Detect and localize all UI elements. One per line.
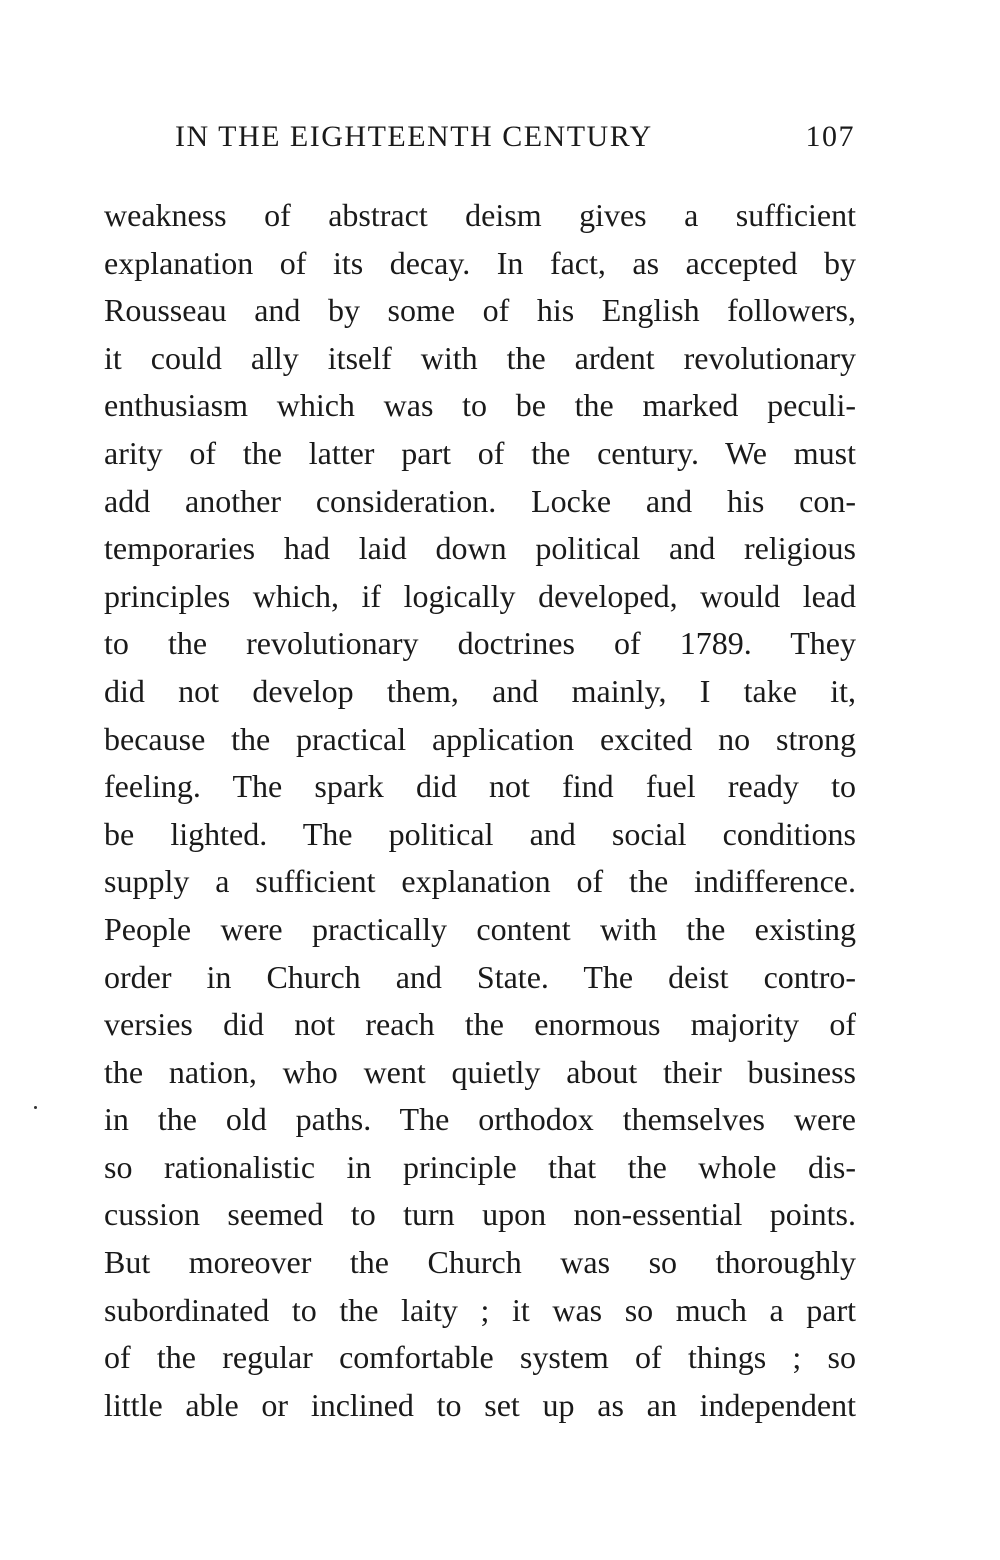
- text-line: because the practical application excited no strong: [104, 720, 856, 757]
- text-line: versies did not reach the enormous majority of: [104, 1006, 856, 1043]
- running-title: IN THE EIGHTEENTH CENTURY: [175, 120, 653, 153]
- text-line: little able or inclined to set up as an independent: [104, 1386, 856, 1423]
- text-line: so rationalistic in principle that the whole dis-: [104, 1148, 856, 1185]
- text-line: of the regular comfortable system of things ; so: [104, 1339, 856, 1376]
- text-line: arity of the latter part of the century. We must: [104, 434, 856, 471]
- text-line: principles which, if logically developed, would lead: [104, 577, 856, 614]
- text-line: add another consideration. Locke and his con-: [104, 482, 856, 519]
- text-line: it could ally itself with the ardent revolutionary: [104, 339, 856, 376]
- text-line: did not develop them, and mainly, I take it,: [104, 672, 856, 709]
- text-line: subordinated to the laity ; it was so much a part: [104, 1291, 856, 1328]
- running-head: [175, 120, 855, 170]
- text-line: be lighted. The political and social conditions: [104, 815, 856, 852]
- text-line: supply a sufficient explanation of the indifference.: [104, 863, 856, 900]
- text-line: order in Church and State. The deist contro-: [104, 958, 856, 995]
- page-number: 107: [805, 120, 855, 153]
- stray-ink-mark: [34, 1106, 37, 1109]
- text-line: feeling. The spark did not find fuel ready to: [104, 768, 856, 805]
- text-line: But moreover the Church was so thoroughly: [104, 1244, 856, 1281]
- text-line: explanation of its decay. In fact, as accepted by: [104, 244, 856, 281]
- text-line: temporaries had laid down political and religious: [104, 530, 856, 567]
- body-text: [104, 192, 856, 1429]
- text-line: to the revolutionary doctrines of 1789. They: [104, 625, 856, 662]
- text-line: the nation, who went quietly about their business: [104, 1053, 856, 1090]
- text-line: weakness of abstract deism gives a sufficient: [104, 197, 856, 233]
- text-line: enthusiasm which was to be the marked peculi-: [104, 387, 856, 424]
- text-line: cussion seemed to turn upon non-essential points.: [104, 1196, 856, 1233]
- text-line: in the old paths. The orthodox themselves were: [104, 1101, 856, 1138]
- text-line: People were practically content with the existing: [104, 910, 856, 947]
- text-line: Rousseau and by some of his English followers,: [104, 292, 856, 329]
